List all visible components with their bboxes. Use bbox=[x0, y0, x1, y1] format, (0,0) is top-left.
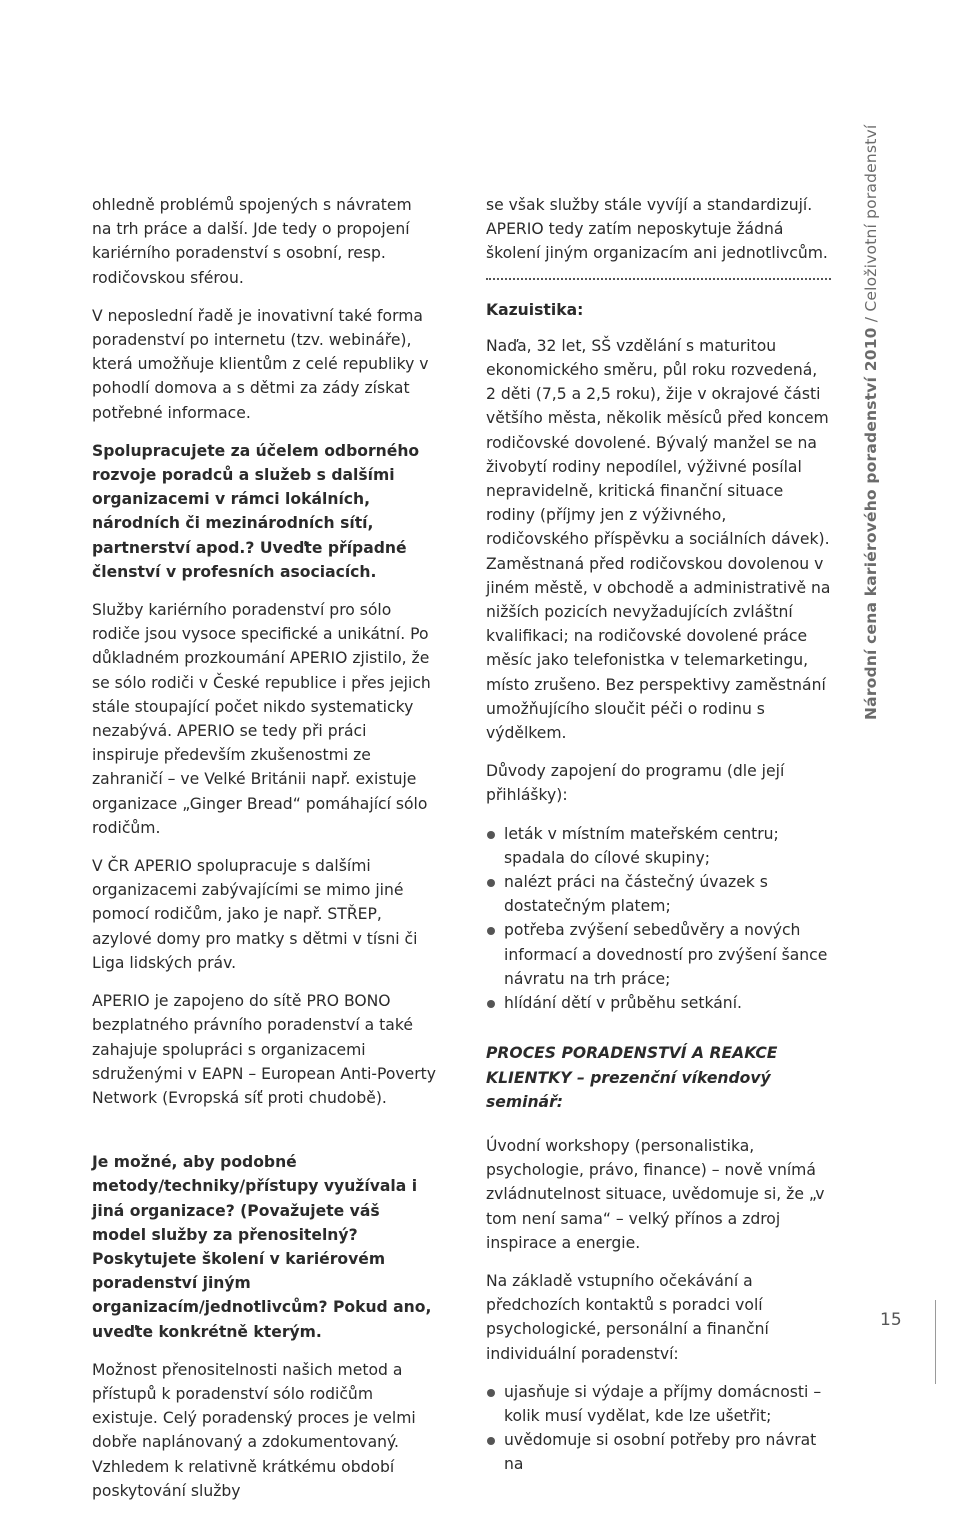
list-item: potřeba zvýšení sebedůvěry a nových informací a dovedností pro zvýšení šance návratu na trh práce; bbox=[486, 918, 831, 991]
list-item: hlídání dětí v průběhu setkání. bbox=[486, 991, 831, 1015]
dotted-divider bbox=[486, 278, 831, 280]
section-heading: PROCES PORADENSTVÍ A REAKCE KLIENTKY – prezenční víkendový seminář: bbox=[486, 1044, 778, 1111]
left-column bbox=[92, 193, 436, 1517]
paragraph: Na základě vstupního očekávání a předchozích kontaktů s poradci volí psychologické, personální a finanční individuální poradenství: bbox=[486, 1271, 769, 1363]
page-number-rule bbox=[935, 1300, 936, 1384]
list-item: ujasňuje si výdaje a příjmy domácnosti – kolik musí vydělat, kde lze ušetřit; bbox=[486, 1380, 831, 1428]
paragraph: Úvodní workshopy (personalistika, psychologie, právo, finance) – nově vnímá zvládnutelnost situace, uvědomuje si, že „v tom není sama“ – velký přínos a zdroj inspirace a energie. bbox=[486, 1136, 825, 1252]
paragraph: Důvody zapojení do programu (dle její přihlášky): bbox=[486, 762, 785, 805]
sidebar-title-bold: Národní cena kariérového poradenství 2010 bbox=[862, 327, 880, 720]
paragraph: APERIO je zapojeno do sítě PRO BONO bezplatného právního poradenství a také zahajuje spolupráci s organizacemi sdruženými v EAPN – European Anti-Poverty Network (Evropská síť proti chudobě). bbox=[92, 992, 436, 1107]
page-number: 15 bbox=[880, 1310, 902, 1330]
sidebar-running-title bbox=[862, 124, 910, 720]
paragraph: V neposlední řadě je inovativní také forma poradenství po internetu (tzv. webináře), která umožňuje klientům z celé republiky v pohodlí domova a s dětmi za zády získat potřebné informace. bbox=[92, 306, 429, 422]
paragraph: se však služby stále vyvíjí a standardizují. APERIO tedy zatím neposkytuje žádná školení jiným organizacím ani jednotlivcům. bbox=[486, 196, 828, 263]
list-item: leták v místním mateřském centru; spadala do cílové skupiny; bbox=[486, 822, 831, 870]
case-study-label: Kazuistika: bbox=[486, 300, 584, 319]
question-heading: Spolupracujete za účelem odborného rozvoje poradců a služeb s dalšími organizacemi v rámci lokálních, národních či mezinárodních sítí, partnerství apod.? Uveďte případné členství v profesních asociacích. bbox=[92, 441, 420, 581]
question-heading: Je možné, aby podobné metody/techniky/přístupy využívala i jiná organizace? (Považujete váš model služby za přenositelný? Poskytujete školení v kariérovém poradenství jiným organizacím/jednotlivcům? Pokud ano, uveďte konkrétně kterým. bbox=[92, 1153, 432, 1341]
sidebar-separator: / bbox=[862, 311, 880, 328]
sidebar-title-light: Celoživotní poradenství bbox=[862, 124, 880, 312]
right-column bbox=[486, 193, 831, 1493]
reasons-list bbox=[486, 822, 831, 1016]
paragraph: ohledně problémů spojených s návratem na trh práce a další. Jde tedy o propojení kariérního poradenství s osobní, resp. rodičovskou sférou. bbox=[92, 196, 412, 287]
counseling-list bbox=[486, 1380, 831, 1477]
paragraph: Naďa, 32 let, SŠ vzdělání s maturitou ekonomického směru, půl roku rozvedená, 2 děti (7,5 a 2,5 roku), žije v okrajové části většího města, několik měsíců před koncem rodičovské dovolené. Bývalý manžel se na živobytí rodiny nepodílel, výživné posílal nepravidelně, kritická finanční situace rodiny (příjmy jen z výživného, rodičovského příspěvku a sociálních dávek). Zaměstnaná před rodičovskou dovolenou v jiném městě, v obchodě a administrativě na nižších pozicích nevyžadujících zvláštní kvalifikaci; na rodičovské dovolené práce měsíc jako telefonistka v telemarketingu, místo zrušeno. Bez perspektivy zaměstnání umožňujícího sloučit péči o rodinu s výdělkem. bbox=[486, 336, 831, 743]
paragraph: Možnost přenositelnosti našich metod a přístupů k poradenství sólo rodičům existuje. Celý poradenský proces je velmi dobře naplánovaný a zdokumentovaný. Vzhledem k relativně krátkému období poskytování služby bbox=[92, 1360, 416, 1500]
paragraph: Služby kariérního poradenství pro sólo rodiče jsou vysoce specifické a unikátní. Po důkladném prozkoumání APERIO zjistilo, že se sólo rodiči v České republice i přes jejich stále stoupající počet nikdo systematicky nezabývá. APERIO se tedy při práci inspiruje především zkušenostmi ze zahraničí – ve Velké Británii např. existuje organizace „Ginger Bread“ pomáhající sólo rodičům. bbox=[92, 601, 431, 837]
list-item: nalézt práci na částečný úvazek s dostatečným platem; bbox=[486, 870, 831, 918]
list-item: uvědomuje si osobní potřeby pro návrat na bbox=[486, 1428, 831, 1476]
paragraph: V ČR APERIO spolupracuje s dalšími organizacemi zabývajícími se mimo jiné pomocí rodičům, jako je např. STŘEP, azylové domy pro matky s dětmi v tísni či Liga lidských práv. bbox=[92, 857, 418, 972]
